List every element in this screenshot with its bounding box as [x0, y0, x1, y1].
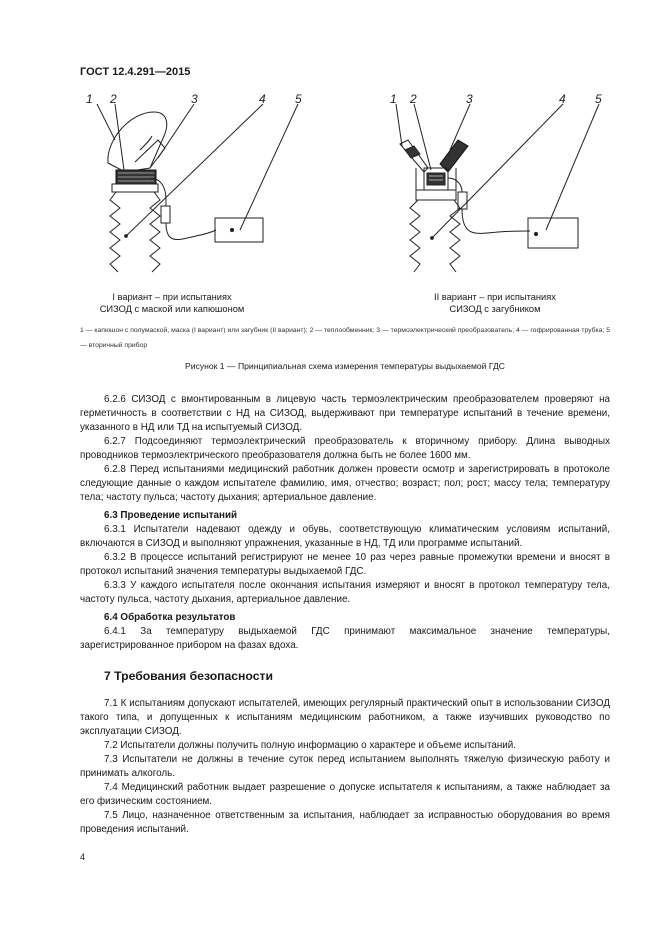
callout-right-5: 5 [595, 92, 602, 106]
paragraph-6-2-7: 6.2.7 Подсоединяют термоэлектрический преобразователь к вторичному прибору. Длина выводных проводников термоэлектрического преобразователя должна быть не более 1600 мм. [80, 436, 610, 461]
paragraph-7-1: 7.1 К испытаниям допускают испытателей, имеющих регулярный практический опыт в использовании СИЗОД такого типа, и допущенных к испытаниям медицинским работником, а также изучивших руководство по эксплуатации СИЗОД. [80, 698, 610, 737]
mouthpiece-right [440, 140, 468, 172]
paragraph-6-2-8: 6.2.8 Перед испытаниями медицинский работник должен провести осмотр и зарегистрировать в протоколе следующие данные о каждом испытателе фамилию, имя, отчество; возраст; пол; рост; массу тела; температуру тела; частоту пульса; частоту дыхания; артериальное давление. [80, 464, 610, 503]
caption-variant-one [80, 291, 264, 315]
paragraph-6-2-6: 6.2.6 СИЗОД с вмонтированным в лицевую часть термоэлектрическим преобразователем проверяют на герметичность в соответствии с НД на СИЗОД, выдерживают при температуре испытаний в течение времени, указанного в НД или ТД на испытуемый СИЗОД. [80, 394, 610, 433]
measurement-scheme-figure [0, 0, 661, 290]
secondary-instrument [215, 218, 263, 242]
heading-6-4: 6.4 Обработка результатов [104, 612, 236, 623]
caption-variant-two-line2: СИЗОД с загубником [449, 304, 541, 314]
paragraph-7-2: 7.2 Испытатели должны получить полную информацию о характере и объеме испытаний. [104, 740, 517, 751]
thermocouple-housing [161, 206, 170, 223]
heading-6-3: 6.3 Проведение испытаний [104, 510, 238, 521]
paragraph-7-4: 7.4 Медицинский работник выдает разрешение о допуске испытателя к испытаниям, а также наблюдает за его физическим состоянием. [80, 782, 610, 807]
callout-left-3: 3 [191, 92, 198, 106]
callout-left-2: 2 [110, 92, 117, 106]
running-header: ГОСТ 12.4.291—2015 [80, 66, 191, 78]
body-text [80, 393, 610, 837]
paragraph-7-3: 7.3 Испытатели не должны в течение суток перед испытанием выполнять тяжелую физическую работу и принимать алкоголь. [80, 754, 610, 779]
caption-variant-two-line1: II вариант – при испытаниях [434, 292, 556, 302]
callout-right-4: 4 [559, 92, 566, 106]
mask-shape [108, 112, 167, 172]
callout-left-5: 5 [295, 92, 302, 106]
caption-variant-one-line2: СИЗОД с маской или капюшоном [99, 304, 245, 314]
paragraph-6-3-1: 6.3.1 Испытатели надевают одежду и обувь, соответствующую климатическим условиям испытаний, включаются в СИЗОД и выполняют упражнения, указанные в НД, ТД или программе испытаний. [80, 524, 610, 549]
connector-ring [416, 190, 456, 200]
corrugated-tube-left-edge [110, 192, 120, 272]
corrugated-tube-left-edge [410, 200, 420, 272]
page-number: 4 [80, 852, 86, 862]
paragraph-6-3-3: 6.3.3 У каждого испытателя после окончания испытания измеряют и вносят в протокол температуру тела, частоту пульса, частоту дыхания, артериальное давление. [80, 580, 610, 605]
figure-legend: 1 — капюшон с полумаской, маска (I вариант) или загубник (II вариант); 2 — теплообменник; 3 — термоэлектрический преобразователь; 4 — гофрированная трубка; 5 — вторичный прибор [80, 327, 610, 349]
variant-one-diagram [97, 104, 298, 272]
paragraph-7-5: 7.5 Лицо, назначенное ответственным за испытания, наблюдает за исправностью оборудования во время проведения испытаний. [80, 810, 610, 835]
callout-right-1: 1 [390, 92, 397, 106]
figure-title: Рисунок 1 — Принципиальная схема измерения температуры выдыхаемой ГДС [185, 361, 505, 371]
variant-two-diagram [396, 104, 599, 272]
callout-right-2: 2 [410, 92, 417, 106]
connector-ring [112, 184, 158, 192]
callout-left-4: 4 [259, 92, 266, 106]
callout-left-1: 1 [86, 92, 93, 106]
caption-variant-two [390, 291, 600, 315]
callout-right-3: 3 [466, 92, 473, 106]
paragraph-6-4-1: 6.4.1 За температуру выдыхаемой ГДС принимают максимальное значение температуры, зарегистрированное прибором на фазах вдоха. [80, 626, 610, 651]
paragraph-6-3-2: 6.3.2 В процессе испытаний регистрируют не менее 10 раз через равные промежутки времени и вносят в протокол испытаний значения температуры выдыхаемой ГДС. [80, 552, 610, 577]
caption-variant-one-line1: I вариант – при испытаниях [112, 292, 232, 302]
heading-section-7: 7 Требования безопасности [104, 669, 273, 683]
